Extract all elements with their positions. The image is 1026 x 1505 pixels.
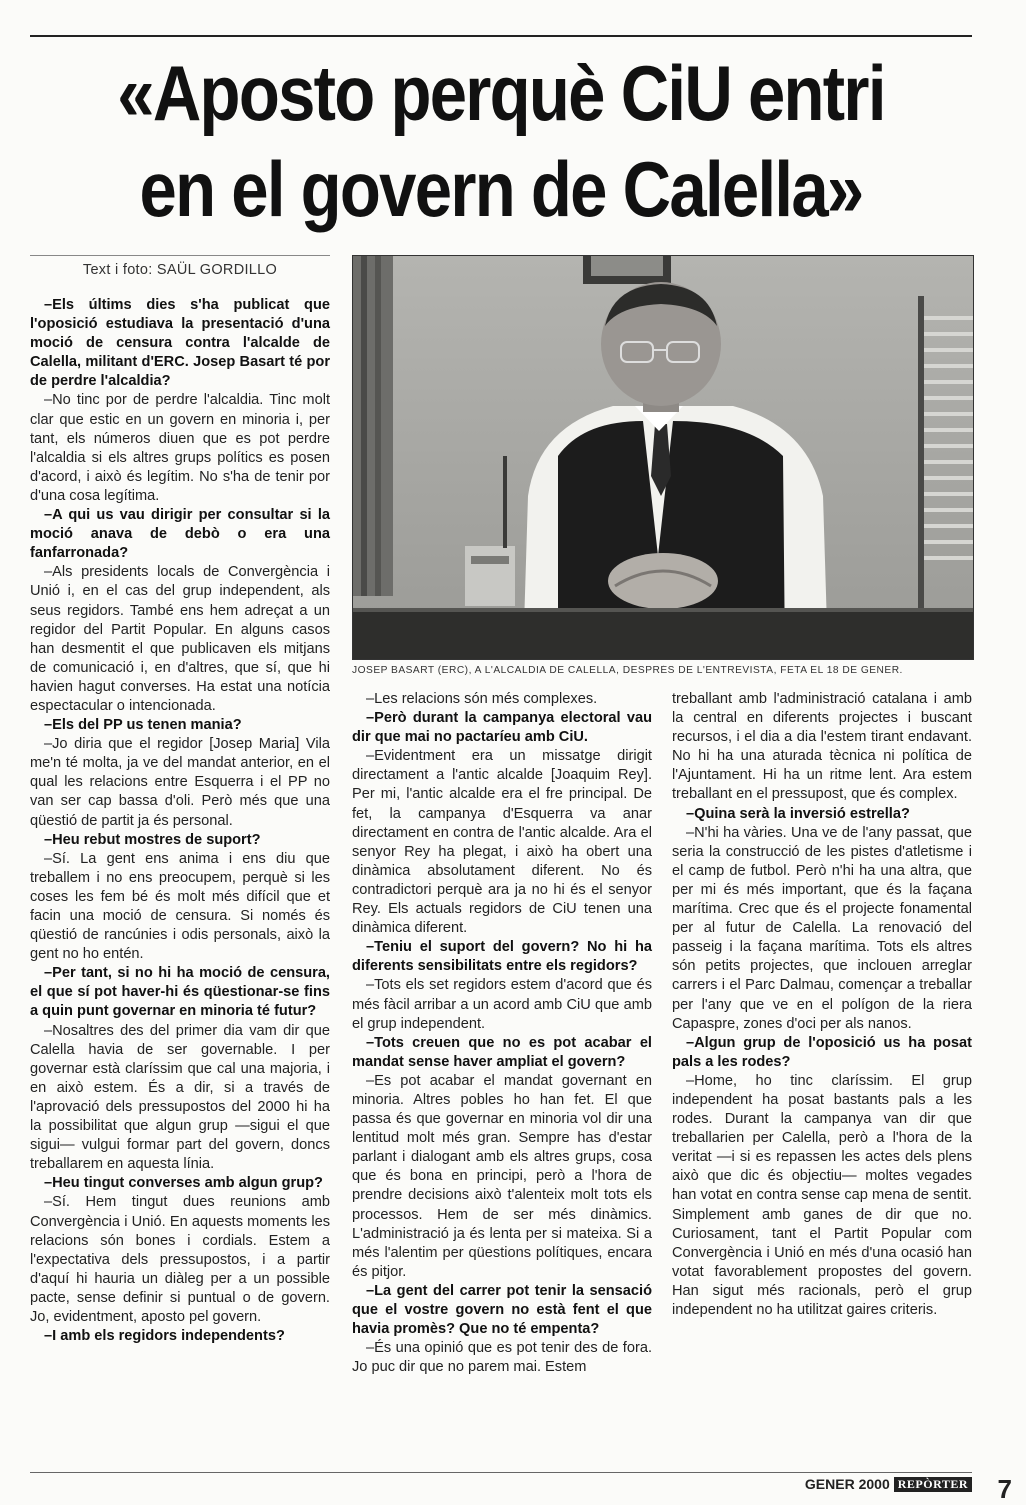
- headline-line-2: en el govern de Calella»: [139, 145, 863, 233]
- interview-question: –Algun grup de l'oposició us ha posat pals a les rodes?: [672, 1034, 972, 1070]
- article-column-2: [352, 690, 652, 1377]
- byline: Text i foto: SAÜL GORDILLO: [82, 262, 278, 278]
- interview-answer: –Sí. La gent ens anima i ens diu que treballem i no ens preocupem, perquè si les coses les fem bé és molt més difícil que et facin una moció de censura. Si només és qüestió de rancúnies i odis personals, això la gent no ho entén.: [30, 850, 330, 963]
- bottom-rule: [30, 1472, 972, 1473]
- interview-question: –I amb els regidors independents?: [44, 1328, 285, 1345]
- interview-answer: –Les relacions són més complexes.: [366, 691, 598, 707]
- interview-answer: –No tinc por de perdre l'alcaldia. Tinc molt clar que estic en un govern en minoria i, per tant, els números diuen que es pot perdre l'alcaldia si els altres grups polítics es posen d'acord, i això és legítim. No s'ha de tenir por d'una cosa legítima.: [30, 392, 330, 504]
- interview-question: –Heu tingut converses amb algun grup?: [44, 1175, 323, 1192]
- interview-answer: –N'hi ha vàries. Una ve de l'any passat, que seria la construcció de les pistes d'atletisme i el camp de futbol. Però n'hi ha una altra, que per mi és més important, que és la façana marítima. Crec que és el projecte fonamental per al futur de Calella. La renovació del passeig i la façana marítima. Tots els altres són petits projectes, que inclouen arreglar carrers i el Parc Dalmau, començar a treballar per l'any que ve en el polígon de la riera Capaspre, zones d'oci per als nanos.: [672, 824, 972, 1032]
- page-number: 7: [997, 1474, 1012, 1504]
- footer-issue: GENER 2000: [804, 1476, 890, 1492]
- continued-text: treballant amb l'administració catalana i amb la central en diferents projectes i buscant recursos, i el dia a dia l'estem tirant endavant. No hi ha una aturada tècnica ni política de l'Ajuntament. Hi ha un ritme lent. Ara estem treballant en el pressupost, que és complex.: [672, 691, 972, 803]
- portrait-illustration: [353, 256, 973, 659]
- interview-answer: –Als presidents locals de Convergència i Unió i, en el cas del grup independent, als seus regidors. També ens hem adreçat a un regidor del Partit Popular. En alguns casos han desmentit el que publicaven els mitjans de comunicació i, en d'altres, que sí, que hi havien hagut converses. Ha estat una notícia espectacular o intencionada.: [30, 564, 330, 714]
- interview-photo: [352, 255, 974, 660]
- interview-question: –Els últims dies s'ha publicat que l'oposició estudiava la presentació d'una moció de censura contra l'alcalde de Calella, militant d'ERC. Josep Basart té por de perdre l'alcaldia?: [30, 297, 330, 390]
- interview-answer: –Evidentment era un missatge dirigit directament a l'antic alcalde [Joaquim Rey]. Per mi, l'antic alcalde era el fre principal. De fet, la campanya d'Esquerra va anar directament en contra de l'antic alcalde. Ara el senyor Rey ha plegat, i això ha obert una dinàmica absolutament diferent. No és contradictori perquè ara ja no hi és el senyor Rey. Els actuals regidors de CiU tenen una dinàmica diferent.: [352, 748, 652, 937]
- byline-rule: [30, 255, 330, 256]
- interview-question: –Els del PP us tenen mania?: [44, 717, 242, 734]
- interview-question: –Per tant, si no hi ha moció de censura, el que sí pot haver-hi és qüestionar-se fins a quin punt governar en minoria té futur?: [30, 965, 330, 1020]
- interview-question: –Teniu el suport del govern? No hi ha diferents sensibilitats entre els regidors?: [352, 939, 652, 975]
- interview-answer: –Home, ho tinc claríssim. El grup independent ha posat bastants pals a les rodes. Durant la campanya van dir que treballarien per Calella, però a l'hora de la veritat —i si es repassen les actes dels plens això que dic és objectiu— moltes vegades han votat en contra sense cap mena de sentit. Simplement amb ganes de dir que no. Curiosament, tant el Partit Popular com Convergència i Unió en més d'una ocasió han votat favorablement propostes del govern. Han sigut més racionals, però el grup independent no ha utilitzat gaires criteris.: [672, 1072, 972, 1318]
- article-column-1: [30, 296, 330, 1346]
- headline-line-1: «Aposto perquè CiU entri: [117, 49, 885, 137]
- photo-caption: JOSEP BASART (ERC), A L'ALCALDIA DE CALELLA, DESPRÉS DE L'ENTREVISTA, FETA EL 18 DE GENER.: [352, 665, 903, 676]
- interview-question: –Quina serà la inversió estrella?: [686, 805, 910, 822]
- interview-question: –Tots creuen que no es pot acabar el mandat sense haver ampliat el govern?: [352, 1034, 652, 1070]
- top-rule: [30, 35, 972, 37]
- interview-answer: –És una opinió que es pot tenir des de fora. Jo puc dir que no parem mai. Estem: [352, 1340, 652, 1376]
- interview-question: –Però durant la campanya electoral vau dir que mai no pactaríeu amb CiU.: [352, 710, 652, 746]
- interview-answer: –Es pot acabar el mandat governant en minoria. Altres pobles ho han fet. El que passa és que governar en minoria vol dir una lentitud molt més gran. Sempre has d'estar parlant i dialogant amb els altres grups, cosa que és bona en principi, però a l'hora de prendre decisions això t'alenteix molt tots els processos. Hem de ser més dinàmics. L'administració ja és lenta per si mateixa. Si a més l'alentim per qüestions polítiques, encara és pitjor.: [352, 1072, 652, 1280]
- article-column-3: [672, 690, 972, 1320]
- interview-question: –La gent del carrer pot tenir la sensació que el vostre govern no està fent el que havia promès? Que no té empenta?: [352, 1282, 652, 1338]
- magazine-logo: REPÒRTER: [894, 1477, 972, 1492]
- headline: [96, 45, 906, 237]
- interview-answer: –Jo diria que el regidor [Josep Maria] Vila me'n té molta, ja ve del mandat anterior, en el qual les relacions entre Esquerra i el PP no van ser cap bassa d'oli. Però més que una qüestió de partit ja és personal.: [30, 736, 330, 829]
- interview-question: –A qui us vau dirigir per consultar si la moció anava de debò o era una fanfarronada?: [30, 507, 330, 562]
- interview-answer: –Sí. Hem tingut dues reunions amb Convergència i Unió. En aquests moments les relacions són bones i cordials. Estem a l'expectativa dels pressupostos, i a partir d'aquí hi hauria un diàleg per a un possible pacte, sense definir si puntual o de govern. Jo, evidentment, aposto pel govern.: [30, 1194, 330, 1325]
- footer: [805, 1476, 972, 1492]
- interview-question: –Heu rebut mostres de suport?: [44, 831, 261, 848]
- interview-answer: –Nosaltres des del primer dia vam dir que Calella havia de ser governable. I per governar està claríssim que cal una majoria, i en això estem. És a dir, si a través de l'aprovació dels pressupostos del 2000 hi ha la possibilitat que algun grup —sigui el que sigui— vulgui formar part del govern, doncs treballarem en aquesta línia.: [30, 1022, 330, 1173]
- interview-answer: –Tots els set regidors estem d'acord que és més fàcil arribar a un acord amb CiU que amb el grup independent.: [352, 977, 652, 1032]
